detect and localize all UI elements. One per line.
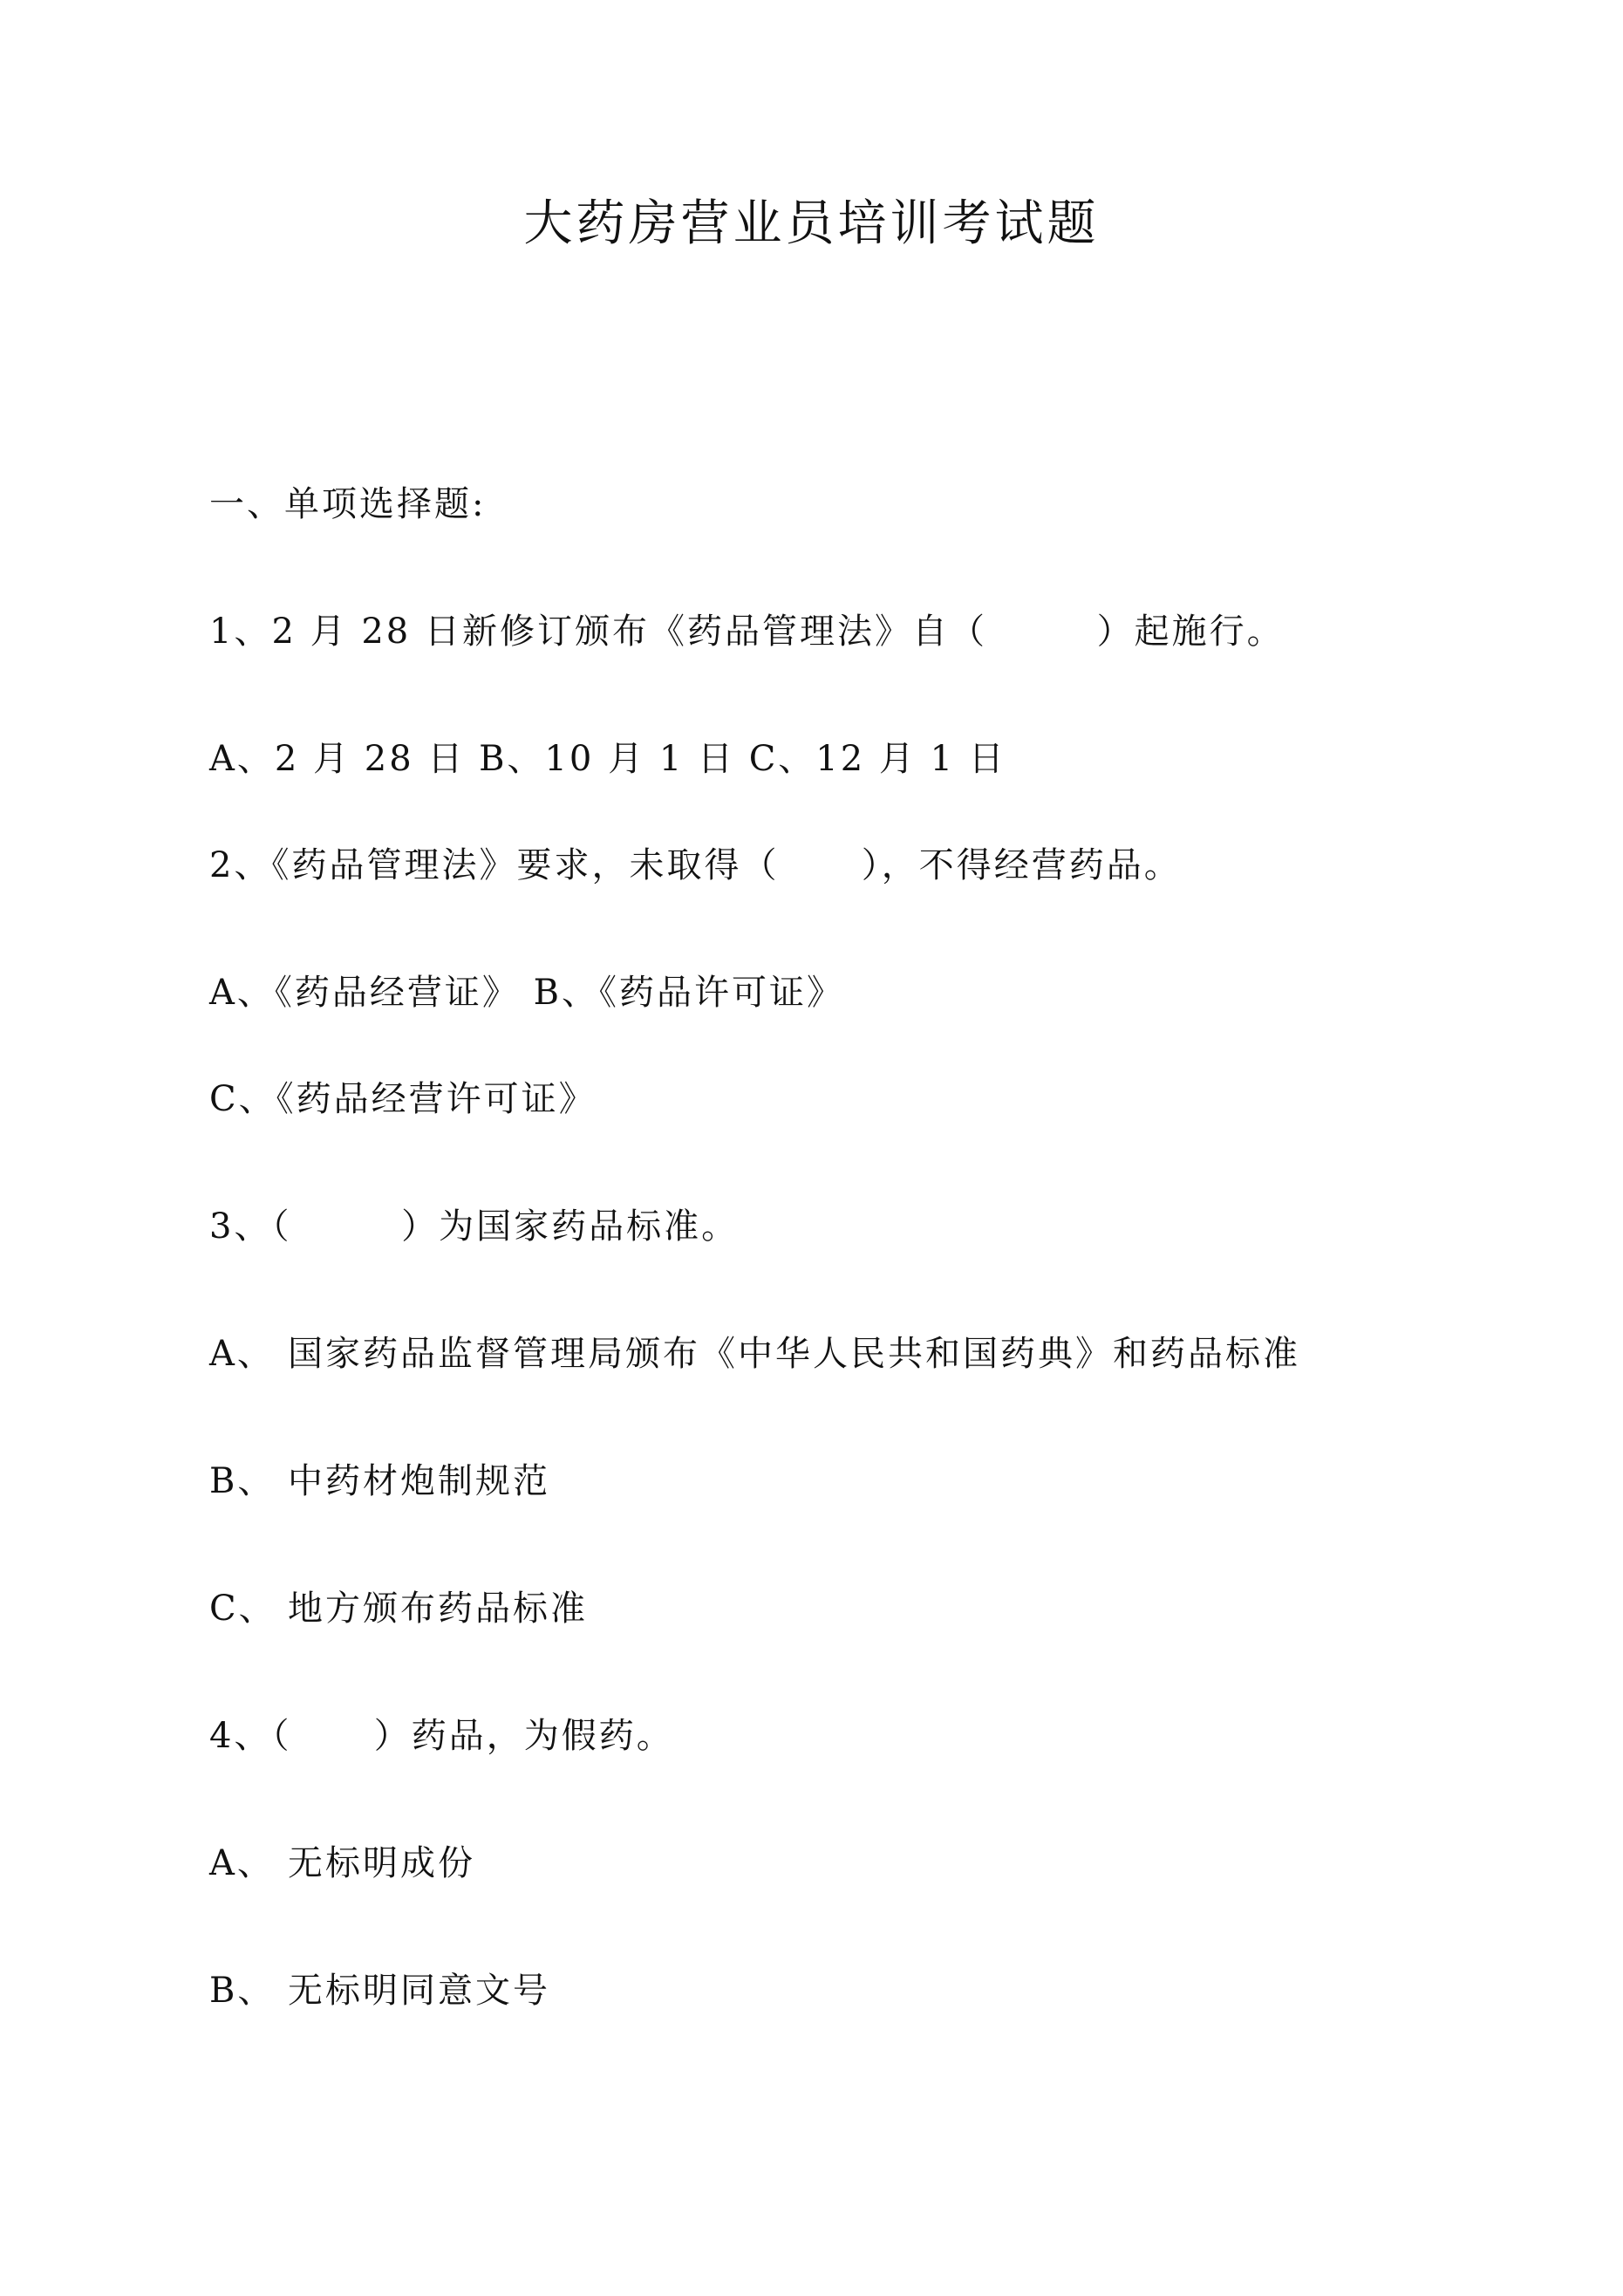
question-4-option-b [209,1966,550,2015]
question-3-option-a [209,1329,1300,1378]
question-2-options-ab: A、《药品经营证》 B、《药品许可证》 [209,973,844,1013]
option-label: A、 [209,1334,275,1374]
question-3-option-c [209,1584,588,1633]
option-label: B、 [209,1461,276,1501]
question-2-option-c: C、《药品经营许可证》 [209,1079,597,1119]
option-text: 无标明成份 [288,1843,475,1883]
option-text: 中药材炮制规范 [288,1461,550,1501]
option-text: 地方颁布药品标准 [288,1589,588,1629]
section-heading: 一、单项选择题: [209,484,487,524]
question-4-option-a [209,1839,475,1888]
option-label: A、 [209,1843,275,1883]
question-1-stem: 1、2 月 28 日新修订颁布《药品管理法》自（ ）起施行。 [209,612,1285,652]
document-title: 大药房营业员培训考试题 [523,195,1100,252]
question-3-option-b [209,1457,550,1506]
option-text: 国家药品监督管理局颁布《中华人民共和国药典》和药品标准 [288,1334,1300,1374]
option-text: 无标明同意文号 [288,1971,550,2011]
option-label: B、 [209,1971,276,2011]
question-3-stem: 3、（ ）为国家药品标准。 [209,1206,740,1247]
question-1-options: A、2 月 28 日 B、10 月 1 日 C、12 月 1 日 [209,739,1006,779]
question-4-stem: 4、（ ）药品，为假药。 [209,1716,674,1756]
question-2-stem: 2、《药品管理法》要求，未取得（ ），不得经营药品。 [209,845,1182,885]
option-label: C、 [209,1589,276,1629]
